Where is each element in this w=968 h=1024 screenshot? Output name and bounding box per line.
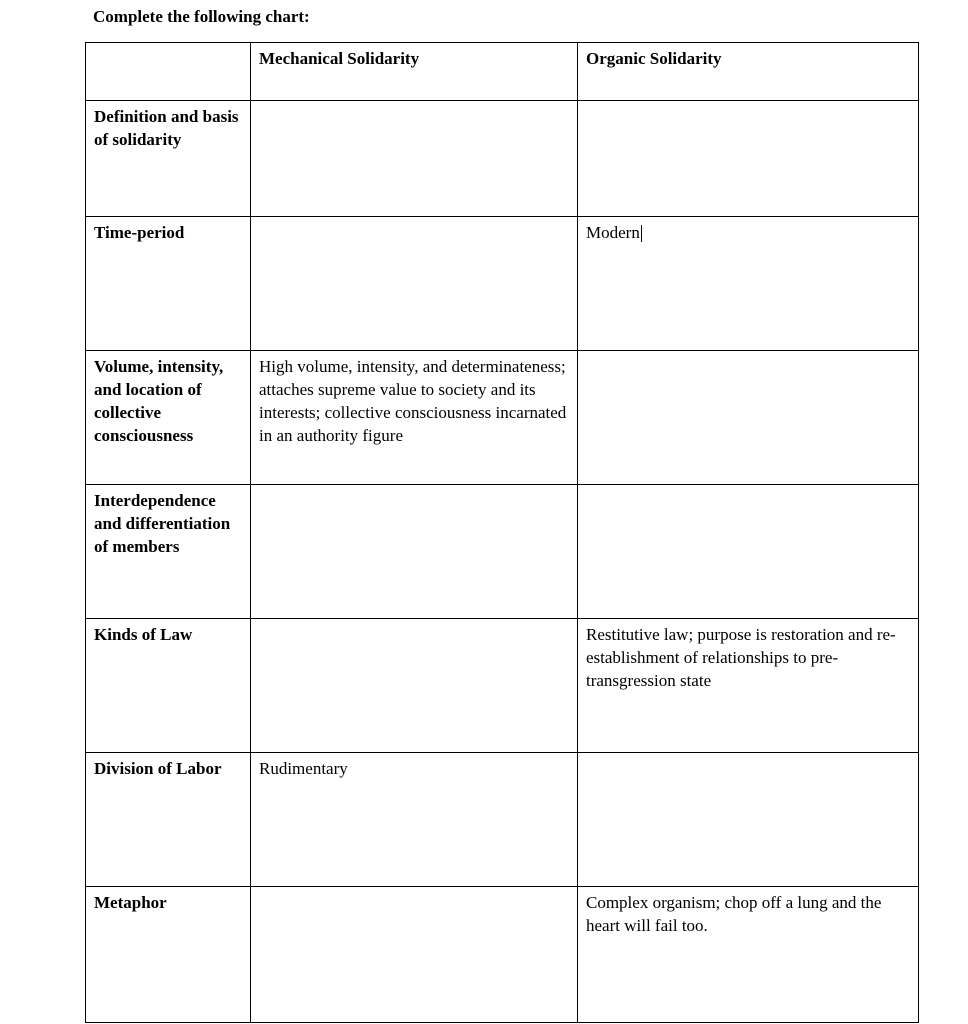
cell-division-of-labor-mechanical[interactable]: Rudimentary — [251, 753, 578, 887]
table-row-interdependence — [86, 485, 919, 619]
table-row-collective-consciousness — [86, 351, 919, 485]
table-row-definition — [86, 101, 919, 217]
cell-definition-mechanical[interactable] — [251, 101, 578, 217]
row-label-time-period: Time-period — [86, 217, 251, 351]
header-blank — [86, 43, 251, 101]
table-row-metaphor — [86, 887, 919, 1023]
cell-division-of-labor-organic[interactable] — [578, 753, 919, 887]
cell-interdependence-organic[interactable] — [578, 485, 919, 619]
row-label-definition: Definition and basis of solidarity — [86, 101, 251, 217]
cell-interdependence-mechanical[interactable] — [251, 485, 578, 619]
page-title: Complete the following chart: — [93, 7, 310, 26]
solidarity-table — [85, 42, 919, 1023]
cell-time-period-organic[interactable]: Modern — [578, 217, 919, 351]
cell-time-period-mechanical[interactable] — [251, 217, 578, 351]
table-row-division-of-labor — [86, 753, 919, 887]
row-label-kinds-of-law: Kinds of Law — [86, 619, 251, 753]
table-row-time-period — [86, 217, 919, 351]
row-label-interdependence: Interdependence and differentiation of members — [86, 485, 251, 619]
cell-metaphor-mechanical[interactable] — [251, 887, 578, 1023]
cell-definition-organic[interactable] — [578, 101, 919, 217]
header-mechanical-solidarity: Mechanical Solidarity — [251, 43, 578, 101]
cell-kinds-of-law-mechanical[interactable] — [251, 619, 578, 753]
cell-kinds-of-law-organic[interactable]: Restitutive law; purpose is restoration and re-establishment of relationships to pre-transgression state — [578, 619, 919, 753]
cell-metaphor-organic[interactable]: Complex organism; chop off a lung and the heart will fail too. — [578, 887, 919, 1023]
header-organic-solidarity: Organic Solidarity — [578, 43, 919, 101]
row-label-collective-consciousness: Volume, intensity, and location of collective consciousness — [86, 351, 251, 485]
table-row-kinds-of-law — [86, 619, 919, 753]
row-label-division-of-labor: Division of Labor — [86, 753, 251, 887]
text-cursor — [641, 225, 642, 242]
cell-collective-consciousness-organic[interactable] — [578, 351, 919, 485]
table-header-row — [86, 43, 919, 101]
cell-collective-consciousness-mechanical[interactable]: High volume, intensity, and determinateness; attaches supreme value to society and its interests; collective consciousness incarnated in an authority figure — [251, 351, 578, 485]
row-label-metaphor: Metaphor — [86, 887, 251, 1023]
